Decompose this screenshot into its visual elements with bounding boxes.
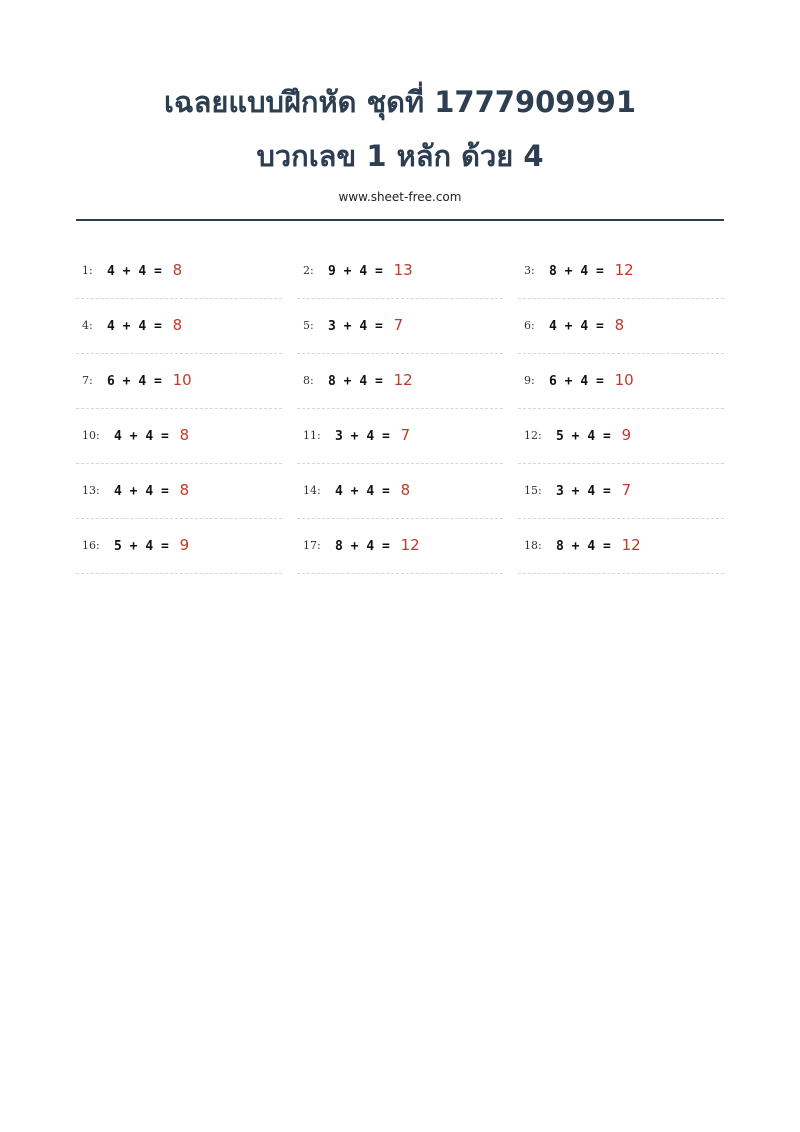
operand-b: 4: [138, 374, 147, 389]
problem-expression: [335, 536, 420, 556]
problem-expression: [114, 426, 189, 446]
plus-operator: +: [350, 539, 359, 554]
equals-sign: =: [160, 429, 169, 444]
answer-value: 8: [172, 261, 183, 279]
operand-a: 5: [556, 429, 564, 444]
equals-sign: =: [602, 484, 611, 499]
equals-sign: =: [153, 319, 162, 334]
problem-item: [76, 464, 282, 519]
operand-b: 4: [587, 539, 596, 554]
problem-expression: [107, 316, 182, 336]
problem-expression: [107, 371, 192, 391]
problem-expression: [335, 426, 410, 446]
equals-sign: =: [153, 374, 162, 389]
problem-item: [76, 519, 282, 574]
answer-value: 8: [172, 316, 183, 334]
operand-b: 4: [580, 319, 589, 334]
operand-b: 4: [138, 319, 147, 334]
equals-sign: =: [381, 484, 390, 499]
plus-operator: +: [343, 374, 352, 389]
website-url: www.sheet-free.com: [338, 190, 462, 204]
operand-a: 4: [335, 484, 343, 499]
plus-operator: +: [129, 484, 138, 499]
operand-b: 4: [138, 264, 147, 279]
problem-item: [518, 354, 724, 409]
operand-b: 4: [359, 264, 368, 279]
operand-a: 9: [328, 264, 336, 279]
operand-a: 8: [549, 264, 557, 279]
problem-number: 5:: [303, 319, 314, 332]
plus-operator: +: [564, 264, 573, 279]
answer-value: 9: [621, 426, 632, 444]
answer-value: 8: [614, 316, 625, 334]
plus-operator: +: [129, 539, 138, 554]
problem-item: [76, 409, 282, 464]
problem-number: 14:: [303, 484, 321, 497]
operand-a: 3: [335, 429, 343, 444]
problem-number: 1:: [82, 264, 93, 277]
equals-sign: =: [381, 539, 390, 554]
answer-value: 10: [172, 371, 192, 389]
answer-value: 8: [179, 481, 190, 499]
problem-item: [518, 299, 724, 354]
equals-sign: =: [381, 429, 390, 444]
operand-b: 4: [366, 429, 375, 444]
problem-item: [297, 464, 503, 519]
equals-sign: =: [160, 484, 169, 499]
problem-item: [76, 244, 282, 299]
plus-operator: +: [571, 484, 580, 499]
plus-operator: +: [122, 374, 131, 389]
operand-b: 4: [145, 429, 154, 444]
problem-item: [518, 519, 724, 574]
problem-expression: [335, 481, 410, 501]
operand-a: 5: [114, 539, 122, 554]
operand-a: 3: [328, 319, 336, 334]
problem-expression: [556, 481, 631, 501]
operand-b: 4: [145, 484, 154, 499]
problem-expression: [549, 261, 634, 281]
answer-value: 10: [614, 371, 634, 389]
problem-number: 7:: [82, 374, 93, 387]
problem-number: 4:: [82, 319, 93, 332]
problem-number: 15:: [524, 484, 542, 497]
plus-operator: +: [350, 429, 359, 444]
operand-a: 4: [114, 429, 122, 444]
plus-operator: +: [571, 429, 580, 444]
problem-item: [518, 244, 724, 299]
plus-operator: +: [343, 319, 352, 334]
equals-sign: =: [602, 429, 611, 444]
operand-b: 4: [587, 484, 596, 499]
operand-b: 4: [580, 264, 589, 279]
operand-a: 4: [114, 484, 122, 499]
operand-a: 4: [549, 319, 557, 334]
equals-sign: =: [595, 264, 604, 279]
equals-sign: =: [374, 374, 383, 389]
problem-item: [297, 299, 503, 354]
answer-value: 13: [393, 261, 413, 279]
answer-value: 7: [393, 316, 404, 334]
problem-number: 9:: [524, 374, 535, 387]
operand-b: 4: [145, 539, 154, 554]
answer-value: 9: [179, 536, 190, 554]
problem-number: 3:: [524, 264, 535, 277]
operand-b: 4: [587, 429, 596, 444]
answer-value: 8: [179, 426, 190, 444]
answer-value: 12: [400, 536, 420, 554]
problem-expression: [107, 261, 182, 281]
operand-a: 8: [556, 539, 564, 554]
operand-b: 4: [359, 319, 368, 334]
problem-number: 18:: [524, 539, 542, 552]
problem-expression: [328, 316, 403, 336]
problem-expression: [556, 426, 631, 446]
problem-number: 17:: [303, 539, 321, 552]
problem-item: [518, 409, 724, 464]
answer-value: 12: [614, 261, 634, 279]
equals-sign: =: [153, 264, 162, 279]
plus-operator: +: [564, 374, 573, 389]
problem-item: [297, 409, 503, 464]
operand-a: 6: [107, 374, 115, 389]
header-divider: [76, 219, 724, 221]
answer-value: 7: [400, 426, 411, 444]
plus-operator: +: [343, 264, 352, 279]
operand-b: 4: [359, 374, 368, 389]
equals-sign: =: [160, 539, 169, 554]
plus-operator: +: [350, 484, 359, 499]
problem-expression: [549, 316, 624, 336]
equals-sign: =: [595, 374, 604, 389]
problem-item: [518, 464, 724, 519]
problem-expression: [556, 536, 641, 556]
problem-item: [297, 519, 503, 574]
answer-value: 7: [621, 481, 632, 499]
operand-a: 4: [107, 319, 115, 334]
problem-item: [76, 299, 282, 354]
problem-item: [297, 244, 503, 299]
equals-sign: =: [602, 539, 611, 554]
operand-b: 4: [366, 484, 375, 499]
operand-a: 6: [549, 374, 557, 389]
answer-value: 12: [393, 371, 413, 389]
problem-expression: [328, 261, 413, 281]
problem-number: 13:: [82, 484, 100, 497]
plus-operator: +: [564, 319, 573, 334]
equals-sign: =: [595, 319, 604, 334]
operand-a: 8: [328, 374, 336, 389]
answer-value: 12: [621, 536, 641, 554]
problem-number: 8:: [303, 374, 314, 387]
plus-operator: +: [122, 264, 131, 279]
plus-operator: +: [122, 319, 131, 334]
operand-b: 4: [580, 374, 589, 389]
page-subtitle: บวกเลข 1 หลัก ด้วย 4: [256, 139, 544, 173]
operand-a: 4: [107, 264, 115, 279]
problem-expression: [114, 481, 189, 501]
problem-expression: [114, 536, 189, 556]
problem-expression: [328, 371, 413, 391]
problem-number: 6:: [524, 319, 535, 332]
operand-a: 8: [335, 539, 343, 554]
page-title: เฉลยแบบฝึกหัด ชุดที่ 1777909991: [163, 85, 637, 119]
operand-b: 4: [366, 539, 375, 554]
operand-a: 3: [556, 484, 564, 499]
problem-grid: [76, 244, 724, 574]
plus-operator: +: [129, 429, 138, 444]
problem-expression: [549, 371, 634, 391]
problem-number: 16:: [82, 539, 100, 552]
problem-item: [297, 354, 503, 409]
equals-sign: =: [374, 264, 383, 279]
problem-number: 10:: [82, 429, 100, 442]
equals-sign: =: [374, 319, 383, 334]
answer-value: 8: [400, 481, 411, 499]
problem-item: [76, 354, 282, 409]
plus-operator: +: [571, 539, 580, 554]
problem-number: 2:: [303, 264, 314, 277]
problem-number: 12:: [524, 429, 542, 442]
problem-number: 11:: [303, 429, 321, 442]
